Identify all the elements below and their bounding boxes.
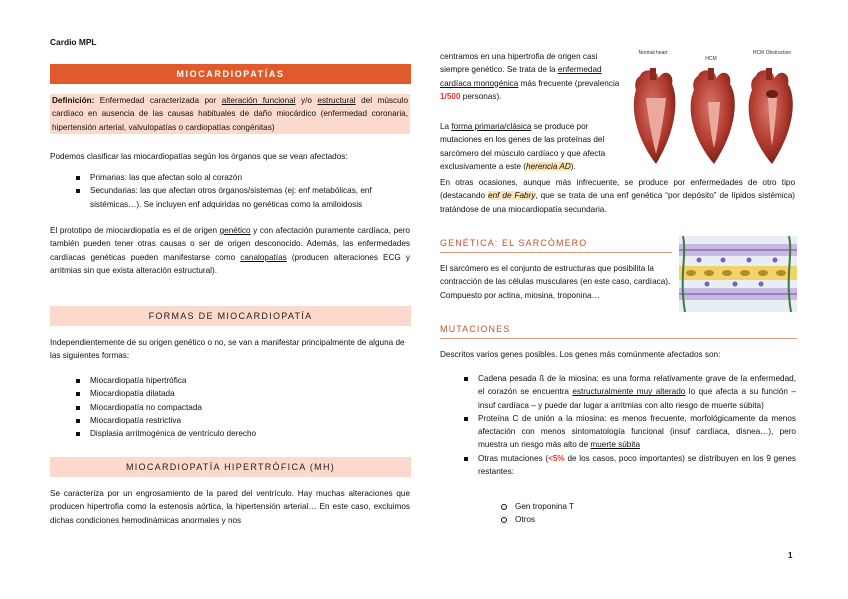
list-item: Miocardiopatía no compactada — [72, 401, 392, 414]
prototype-text: El prototipo de miocardiopatía es el de origen — [50, 226, 220, 235]
sub-list — [497, 500, 697, 527]
page-number: 1 — [788, 551, 793, 560]
heart-hcm — [691, 68, 735, 164]
list-item: Miocardiopatía restrictiva — [72, 414, 392, 427]
banner-mh: MIOCARDIOPATÍA HIPERTRÓFICA (MH) — [50, 457, 411, 477]
list-item: Miocardiopatía dilatada — [72, 387, 392, 400]
definition-underline-structural: estructural — [317, 96, 356, 105]
formas-list — [72, 374, 392, 440]
definition-text: y/o — [295, 96, 318, 105]
prevalence-value: 1/500 — [440, 91, 461, 101]
definition-text: Enfermedad caracterizada por — [94, 96, 222, 105]
section-mutaciones — [440, 322, 797, 339]
banner-formas: FORMAS DE MIOCARDIOPATÍA — [50, 306, 411, 326]
forma-primaria-text: La — [440, 122, 452, 131]
definition-box — [50, 94, 410, 134]
right-top-text: centramos en una hipertrofia de origen casi siempre genético. Se trata de la — [440, 52, 598, 75]
mutaciones-list — [460, 372, 796, 478]
forma-primaria-text: ). — [570, 161, 576, 171]
classify-list — [72, 171, 410, 211]
right-top-paragraph — [440, 50, 622, 103]
mut-c-text: Otras mutaciones ( — [478, 453, 549, 463]
heart-normal — [634, 68, 676, 164]
right-top-text: más frecuente (prevalencia — [518, 78, 620, 88]
banner-miocardiopatias: MIOCARDIOPATÍAS — [50, 64, 411, 84]
formas-intro: Independientemente de su origen genético o no, se van a manifestar principalmente de alguna de las siguientes formas: — [50, 338, 405, 361]
right-top-text: personas). — [460, 91, 502, 101]
doc-label: Cardio MPL — [50, 37, 97, 47]
mut-c-text: de los casos, poco importantes) se distribuyen en los 9 genes restantes: — [478, 453, 796, 476]
list-item: Gen troponina T — [497, 500, 697, 513]
otras-text: , que se trata de una enf genética “por depósito” de lípidos sistémica) tratándose de una miocardiopatía secundaria. — [440, 191, 796, 214]
mut-b-text: Proteína C de unión a la miosina: es menos frecuente, morfológicamente da menos afectación con menos sintomatología funcional (insuf cardíaca, disnea…), pero muestra un riesgo más alto de — [478, 413, 796, 450]
heart-label-hcm-obstruction: HCM Obstruction — [752, 50, 792, 56]
prototype-text: (producen alteraciones ECG y arritmias sin que exista alteración estructural). — [50, 252, 410, 275]
right-top-underline: enfermedad cardíaca monogénica — [440, 65, 602, 88]
mut-a-text: Cadena pesada ß de la miosina: es una forma relativamente grave de la enfermedad, el corazón se encuentra — [478, 374, 796, 397]
definition-underline-functional: alteración funcional — [221, 96, 296, 105]
heart-label-hcm: HCM — [705, 56, 717, 62]
prototype-underline-canalopatias: canalopatías — [240, 252, 287, 262]
list-item — [460, 412, 796, 452]
heart-label-normal: Normal heart — [638, 50, 668, 56]
section-genetica-title: GENÉTICA: EL SARCÓMERO — [440, 238, 588, 248]
herencia-ad-highlight: herencia AD — [526, 161, 571, 171]
mut-c-percent: <5% — [548, 453, 565, 463]
sarcomere-illustration — [679, 236, 797, 312]
hearts-figure — [628, 50, 798, 168]
list-item: Otros — [497, 513, 697, 526]
prototype-paragraph — [50, 224, 410, 277]
otras-text: En otras ocasiones, aunque más infrecuente, se produce por enfermedades de otro tipo (destacando — [440, 178, 795, 201]
mutaciones-intro: Descritos varios genes posibles. Los genes más comúnmente afectados son: — [440, 350, 721, 359]
heart-hcm-obstruction — [749, 68, 793, 164]
list-item: Displasia arritmogénica de ventrículo derecho — [72, 427, 392, 440]
hearts-illustration — [628, 68, 798, 168]
prototype-text: y con afectación puramente cardíaca, pero también pueden tener otras causas o ser de origen desconocido. Además, las enfermedades cardíacas genéticas pueden manifestarse como — [50, 226, 410, 262]
mut-a-text: lo que afecta a su función – insuf cardíaca – y puede dar lugar a arritmias con alto riesgo de muerte súbita) — [478, 387, 796, 410]
prototype-underline-genetico: genético — [219, 226, 251, 235]
definition-lead: Definición: — [52, 96, 95, 105]
list-item — [460, 452, 796, 479]
otras-ocasiones-paragraph — [440, 176, 795, 216]
classify-intro: Podemos clasificar las miocardiopatías según los órganos que se vean afectados: — [50, 152, 348, 161]
sarcomero-paragraph: El sarcómero es el conjunto de estructuras que posibilita la contracción de las células musculares (en este caso, cardíaca). Compuesto por actina, miosina, troponina… — [440, 264, 671, 300]
list-item: Primarias: las que afectan solo al corazón — [72, 171, 410, 184]
list-item — [460, 372, 796, 412]
list-item: Secundarias: las que afectan otros órganos/sistemas (ej: enf metabólicas, enf sistémicas…). Se incluyen enf adquiridas no genéticas como la amiloidosis — [72, 184, 410, 211]
mh-paragraph: Se caracteriza por un engrosamiento de la pared del ventrículo. Hay muchas alteraciones que producen hipertrofia como la estenosis aórtica, la hipertensión arterial… En este caso, excluimos dichas condiciones hemodinámicas anormales y nos — [50, 489, 410, 525]
definition-text: del músculo cardíaco en ausencia de las causas habituales de daño miocárdico (enfermedad coronaria, hipertensión arterial, valvulopatías o cardiopatías congénitas) — [52, 96, 408, 132]
forma-primaria-underline: forma primaria/clásica — [451, 122, 532, 131]
fabry-highlight: enf de Fabry — [488, 191, 536, 201]
forma-primaria-text: se produce por mutaciones en los genes de las proteínas del sarcómero del músculo cardíaco y que afecta exclusivamente a este ( — [440, 122, 606, 171]
section-mutaciones-title: MUTACIONES — [440, 324, 511, 334]
section-genetica — [440, 236, 672, 253]
mut-a-underline: estructuralmente muy alterado — [572, 387, 686, 397]
list-item: Miocardiopatía hipertrófica — [72, 374, 392, 387]
forma-primaria-paragraph — [440, 120, 622, 173]
mut-b-underline: muerte súbita — [590, 440, 641, 450]
